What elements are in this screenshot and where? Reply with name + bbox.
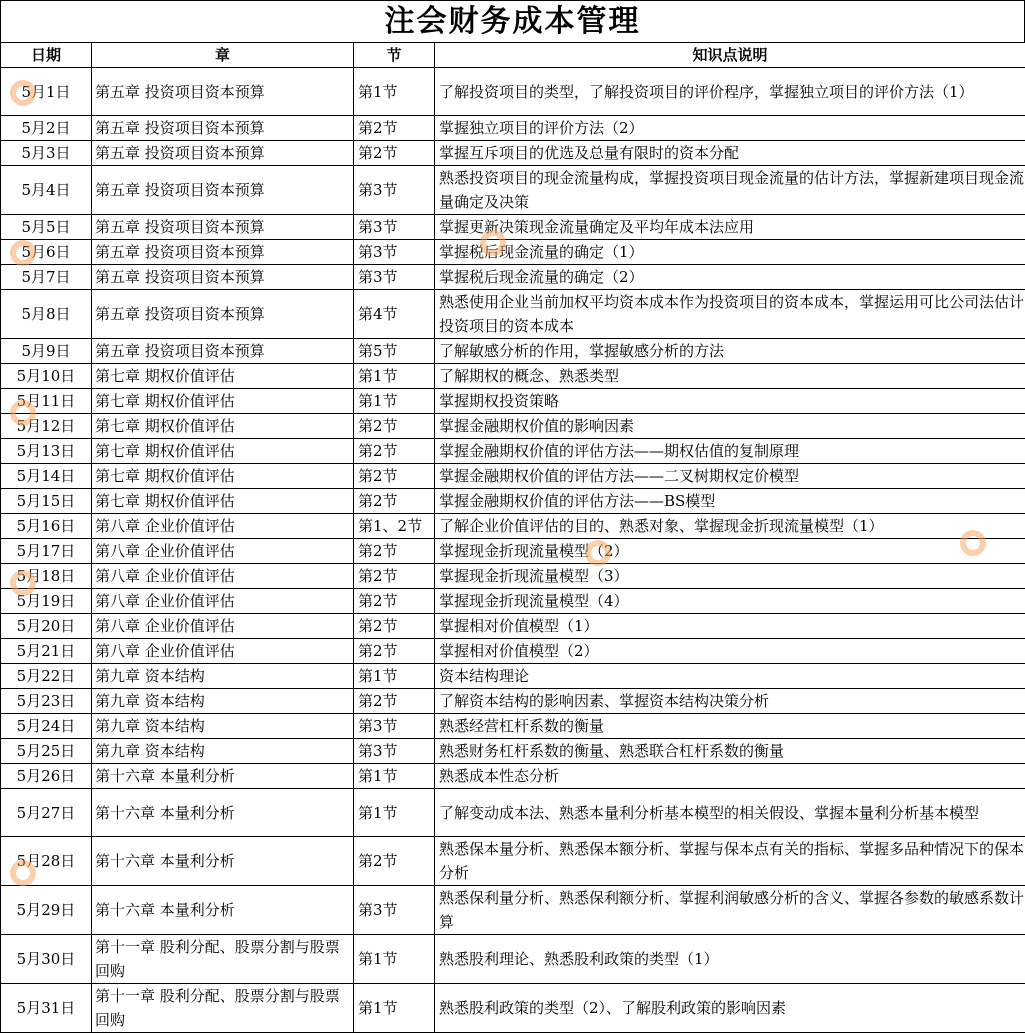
chapter-cell: 第七章 期权价值评估 xyxy=(92,464,354,489)
table-row xyxy=(1,215,1025,240)
chapter-cell: 第九章 资本结构 xyxy=(92,714,354,739)
chapter-cell: 第五章 投资项目资本预算 xyxy=(92,68,354,116)
table-row xyxy=(1,714,1025,739)
date-cell: 5月13日 xyxy=(1,439,92,464)
section-cell: 第1节 xyxy=(354,935,435,984)
date-cell: 5月18日 xyxy=(1,564,92,589)
note-cell: 熟悉保利量分析、熟悉保利额分析、掌握利润敏感分析的含义、掌握各参数的敏感系数计算 xyxy=(435,886,1025,935)
chapter-cell: 第五章 投资项目资本预算 xyxy=(92,116,354,141)
section-cell: 第2节 xyxy=(354,589,435,614)
table-row xyxy=(1,764,1025,789)
chapter-cell: 第七章 期权价值评估 xyxy=(92,364,354,389)
chapter-cell: 第五章 投资项目资本预算 xyxy=(92,290,354,339)
date-cell: 5月28日 xyxy=(1,837,92,886)
date-cell: 5月7日 xyxy=(1,265,92,290)
section-cell: 第2节 xyxy=(354,689,435,714)
note-cell: 掌握现金折现流量模型（4） xyxy=(435,589,1025,614)
note-cell: 掌握金融期权价值的评估方法——BS模型 xyxy=(435,489,1025,514)
date-cell: 5月22日 xyxy=(1,664,92,689)
section-cell: 第1节 xyxy=(354,789,435,837)
date-cell: 5月19日 xyxy=(1,589,92,614)
note-cell: 了解资本结构的影响因素、掌握资本结构决策分析 xyxy=(435,689,1025,714)
date-cell: 5月3日 xyxy=(1,141,92,166)
note-cell: 掌握期权投资策略 xyxy=(435,389,1025,414)
date-cell: 5月6日 xyxy=(1,240,92,265)
table-row xyxy=(1,564,1025,589)
column-header-section: 节 xyxy=(354,43,435,68)
chapter-cell: 第九章 资本结构 xyxy=(92,664,354,689)
chapter-cell: 第十一章 股利分配、股票分割与股票回购 xyxy=(92,935,354,984)
chapter-cell: 第八章 企业价值评估 xyxy=(92,589,354,614)
section-cell: 第2节 xyxy=(354,116,435,141)
table-row xyxy=(1,789,1025,837)
note-cell: 掌握现金折现流量模型（2） xyxy=(435,539,1025,564)
chapter-cell: 第八章 企业价值评估 xyxy=(92,514,354,539)
section-cell: 第3节 xyxy=(354,166,435,215)
note-cell: 掌握金融期权价值的评估方法——期权估值的复制原理 xyxy=(435,439,1025,464)
section-cell: 第3节 xyxy=(354,739,435,764)
date-cell: 5月30日 xyxy=(1,935,92,984)
note-cell: 掌握现金折现流量模型（3） xyxy=(435,564,1025,589)
chapter-cell: 第八章 企业价值评估 xyxy=(92,539,354,564)
section-cell: 第5节 xyxy=(354,339,435,364)
note-cell: 掌握金融期权价值的评估方法——二叉树期权定价模型 xyxy=(435,464,1025,489)
table-row xyxy=(1,739,1025,764)
note-cell: 熟悉投资项目的现金流量构成，掌握投资项目现金流量的估计方法，掌握新建项目现金流量确定及决策 xyxy=(435,166,1025,215)
chapter-cell: 第八章 企业价值评估 xyxy=(92,614,354,639)
section-cell: 第2节 xyxy=(354,564,435,589)
table-row xyxy=(1,141,1025,166)
column-header-date: 日期 xyxy=(1,43,92,68)
section-cell: 第3节 xyxy=(354,215,435,240)
section-cell: 第3节 xyxy=(354,240,435,265)
section-cell: 第2节 xyxy=(354,489,435,514)
section-cell: 第2节 xyxy=(354,141,435,166)
date-cell: 5月14日 xyxy=(1,464,92,489)
date-cell: 5月17日 xyxy=(1,539,92,564)
section-cell: 第3节 xyxy=(354,265,435,290)
section-cell: 第2节 xyxy=(354,464,435,489)
section-cell: 第1节 xyxy=(354,389,435,414)
table-row xyxy=(1,240,1025,265)
note-cell: 资本结构理论 xyxy=(435,664,1025,689)
note-cell: 熟悉保本量分析、熟悉保本额分析、掌握与保本点有关的指标、掌握多品种情况下的保本分析 xyxy=(435,837,1025,886)
chapter-cell: 第十六章 本量利分析 xyxy=(92,764,354,789)
section-cell: 第2节 xyxy=(354,539,435,564)
section-cell: 第2节 xyxy=(354,837,435,886)
chapter-cell: 第七章 期权价值评估 xyxy=(92,439,354,464)
table-row xyxy=(1,364,1025,389)
chapter-cell: 第十六章 本量利分析 xyxy=(92,789,354,837)
date-cell: 5月5日 xyxy=(1,215,92,240)
table-row xyxy=(1,514,1025,539)
note-cell: 掌握税后现金流量的确定（2） xyxy=(435,265,1025,290)
page-title: 注会财务成本管理 xyxy=(0,0,1025,42)
table-row xyxy=(1,984,1025,1033)
section-cell: 第4节 xyxy=(354,290,435,339)
note-cell: 掌握税后现金流量的确定（1） xyxy=(435,240,1025,265)
chapter-cell: 第九章 资本结构 xyxy=(92,689,354,714)
date-cell: 5月24日 xyxy=(1,714,92,739)
schedule-table xyxy=(0,42,1025,1033)
note-cell: 了解敏感分析的作用，掌握敏感分析的方法 xyxy=(435,339,1025,364)
chapter-cell: 第五章 投资项目资本预算 xyxy=(92,339,354,364)
note-cell: 了解变动成本法、熟悉本量利分析基本模型的相关假设、掌握本量利分析基本模型 xyxy=(435,789,1025,837)
note-cell: 了解企业价值评估的目的、熟悉对象、掌握现金折现流量模型（1） xyxy=(435,514,1025,539)
date-cell: 5月4日 xyxy=(1,166,92,215)
table-row xyxy=(1,489,1025,514)
table-row xyxy=(1,265,1025,290)
table-row xyxy=(1,68,1025,116)
column-header-chapter: 章 xyxy=(92,43,354,68)
note-cell: 熟悉财务杠杆系数的衡量、熟悉联合杠杆系数的衡量 xyxy=(435,739,1025,764)
table-body xyxy=(1,68,1025,1033)
note-cell: 了解投资项目的类型，了解投资项目的评价程序，掌握独立项目的评价方法（1） xyxy=(435,68,1025,116)
date-cell: 5月2日 xyxy=(1,116,92,141)
section-cell: 第2节 xyxy=(354,614,435,639)
chapter-cell: 第五章 投资项目资本预算 xyxy=(92,166,354,215)
table-row xyxy=(1,614,1025,639)
table-row xyxy=(1,886,1025,935)
date-cell: 5月15日 xyxy=(1,489,92,514)
date-cell: 5月21日 xyxy=(1,639,92,664)
note-cell: 掌握相对价值模型（2） xyxy=(435,639,1025,664)
section-cell: 第1节 xyxy=(354,984,435,1033)
note-cell: 掌握金融期权价值的影响因素 xyxy=(435,414,1025,439)
chapter-cell: 第九章 资本结构 xyxy=(92,739,354,764)
table-row xyxy=(1,339,1025,364)
section-cell: 第1节 xyxy=(354,68,435,116)
table-row xyxy=(1,290,1025,339)
table-row xyxy=(1,116,1025,141)
note-cell: 掌握独立项目的评价方法（2） xyxy=(435,116,1025,141)
date-cell: 5月1日 xyxy=(1,68,92,116)
table-row xyxy=(1,414,1025,439)
chapter-cell: 第五章 投资项目资本预算 xyxy=(92,215,354,240)
table-row xyxy=(1,837,1025,886)
note-cell: 掌握更新决策现金流量确定及平均年成本法应用 xyxy=(435,215,1025,240)
chapter-cell: 第五章 投资项目资本预算 xyxy=(92,141,354,166)
chapter-cell: 第七章 期权价值评估 xyxy=(92,489,354,514)
section-cell: 第1节 xyxy=(354,664,435,689)
note-cell: 了解期权的概念、熟悉类型 xyxy=(435,364,1025,389)
table-row xyxy=(1,439,1025,464)
section-cell: 第1节 xyxy=(354,364,435,389)
note-cell: 掌握相对价值模型（1） xyxy=(435,614,1025,639)
table-row xyxy=(1,589,1025,614)
date-cell: 5月27日 xyxy=(1,789,92,837)
section-cell: 第1、2节 xyxy=(354,514,435,539)
table-row xyxy=(1,689,1025,714)
date-cell: 5月31日 xyxy=(1,984,92,1033)
note-cell: 熟悉成本性态分析 xyxy=(435,764,1025,789)
chapter-cell: 第八章 企业价值评估 xyxy=(92,639,354,664)
table-header-row xyxy=(1,43,1025,68)
date-cell: 5月25日 xyxy=(1,739,92,764)
date-cell: 5月8日 xyxy=(1,290,92,339)
section-cell: 第2节 xyxy=(354,639,435,664)
chapter-cell: 第八章 企业价值评估 xyxy=(92,564,354,589)
note-cell: 熟悉股利政策的类型（2）、了解股利政策的影响因素 xyxy=(435,984,1025,1033)
date-cell: 5月26日 xyxy=(1,764,92,789)
date-cell: 5月11日 xyxy=(1,389,92,414)
chapter-cell: 第十一章 股利分配、股票分割与股票回购 xyxy=(92,984,354,1033)
note-cell: 掌握互斥项目的优选及总量有限时的资本分配 xyxy=(435,141,1025,166)
table-row xyxy=(1,539,1025,564)
chapter-cell: 第七章 期权价值评估 xyxy=(92,414,354,439)
date-cell: 5月20日 xyxy=(1,614,92,639)
section-cell: 第3节 xyxy=(354,886,435,935)
table-row xyxy=(1,166,1025,215)
chapter-cell: 第十六章 本量利分析 xyxy=(92,886,354,935)
table-row xyxy=(1,664,1025,689)
chapter-cell: 第七章 期权价值评估 xyxy=(92,389,354,414)
table-row xyxy=(1,639,1025,664)
date-cell: 5月9日 xyxy=(1,339,92,364)
date-cell: 5月10日 xyxy=(1,364,92,389)
chapter-cell: 第五章 投资项目资本预算 xyxy=(92,265,354,290)
note-cell: 熟悉经营杠杆系数的衡量 xyxy=(435,714,1025,739)
date-cell: 5月16日 xyxy=(1,514,92,539)
section-cell: 第3节 xyxy=(354,714,435,739)
section-cell: 第2节 xyxy=(354,439,435,464)
table-row xyxy=(1,464,1025,489)
column-header-note: 知识点说明 xyxy=(435,43,1025,68)
table-row xyxy=(1,389,1025,414)
note-cell: 熟悉股利理论、熟悉股利政策的类型（1） xyxy=(435,935,1025,984)
note-cell: 熟悉使用企业当前加权平均资本成本作为投资项目的资本成本，掌握运用可比公司法估计投资项目的资本成本 xyxy=(435,290,1025,339)
table-row xyxy=(1,935,1025,984)
section-cell: 第1节 xyxy=(354,764,435,789)
date-cell: 5月23日 xyxy=(1,689,92,714)
chapter-cell: 第五章 投资项目资本预算 xyxy=(92,240,354,265)
section-cell: 第2节 xyxy=(354,414,435,439)
date-cell: 5月29日 xyxy=(1,886,92,935)
date-cell: 5月12日 xyxy=(1,414,92,439)
chapter-cell: 第十六章 本量利分析 xyxy=(92,837,354,886)
